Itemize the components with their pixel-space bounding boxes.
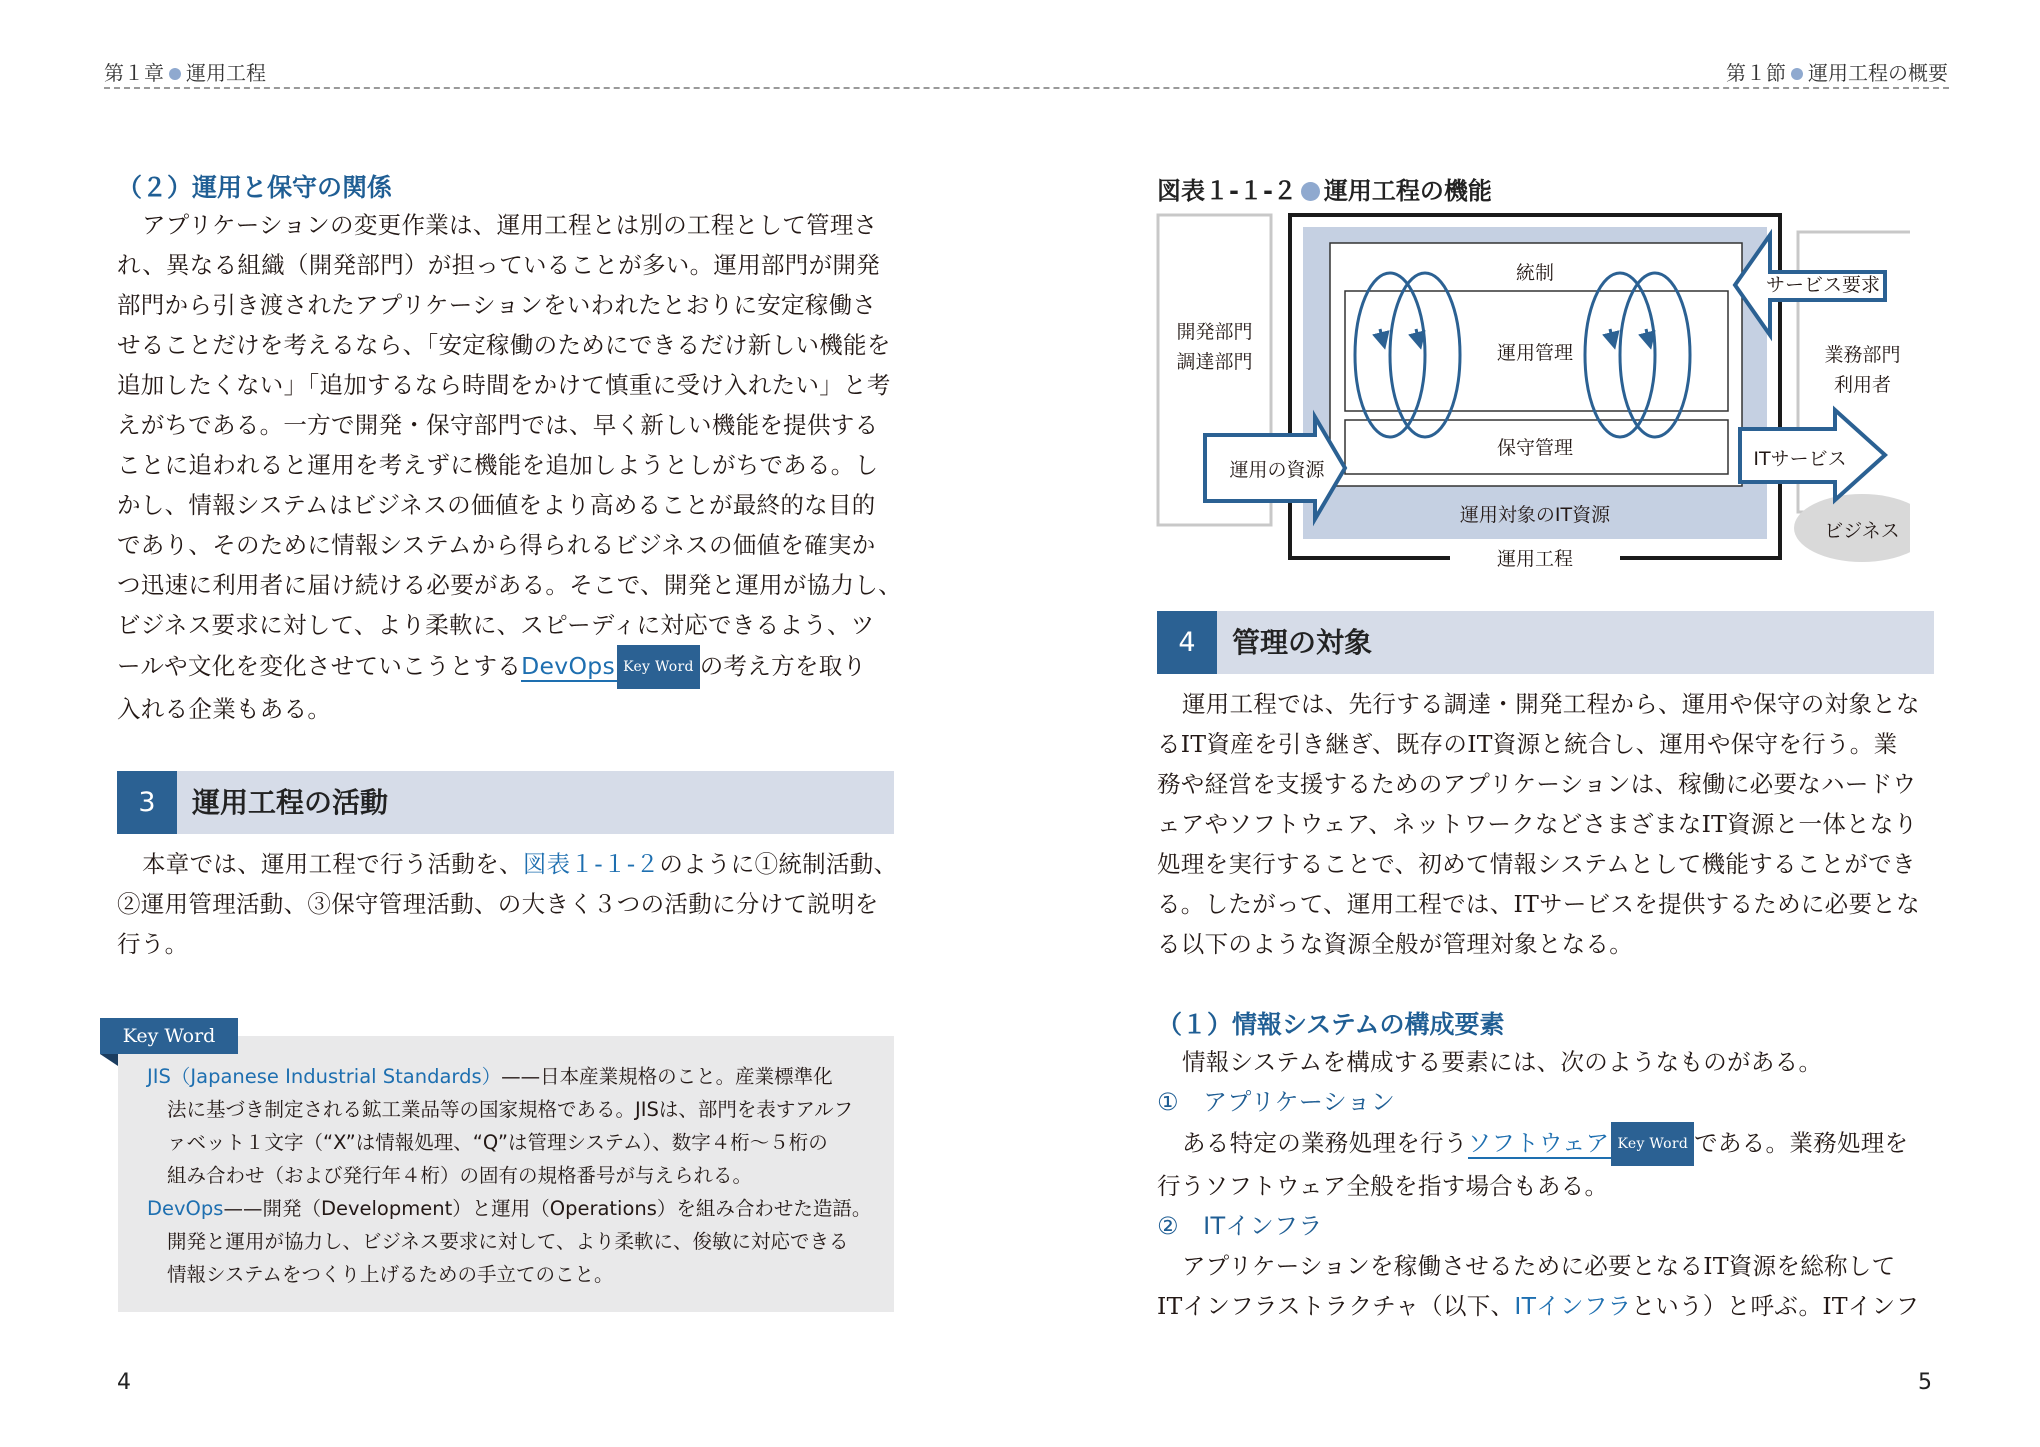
text-line: ことに追われると運用を考えずに機能を追加しようとしがちである。し (117, 451, 879, 479)
keyword-jis-entry: JIS（Japanese Industrial Standards）——日本産業規格のこと。産業標準化 法に基づき制定される鉱工業品等の国家規格である。JISは、部門を表すアルフ ァベット１文字（“X”は情報処理、“Q”は管理システム）、数字４桁～５桁の 組み合わせ（および発行年４桁）の固有の規格番号が与えられる。 (147, 1065, 854, 1187)
left-dept-label: 開発部門 調達部門 (1176, 321, 1253, 373)
text-line: れ、異なる組織（開発部門）が担っていることが多い。運用部門が開発 (117, 251, 881, 279)
text-line: であり、そのために情報システムから得られるビジネスの価値を確実か (117, 531, 876, 559)
text-line: えがちである。一方で開発・保守部門では、早く新しい機能を提供する (117, 411, 879, 439)
running-header-left (104, 57, 266, 86)
software-link[interactable]: ソフトウェア (1467, 1129, 1610, 1157)
right-dept-label: 業務部門 利用者 (1824, 344, 1901, 396)
text-line: 部門から引き渡されたアプリケーションをいわれたとおりに安定稼働さ (117, 291, 877, 319)
running-header-right (1726, 57, 1948, 86)
section-title: 管理の対象 (1232, 626, 1373, 659)
maintenance-mgmt-label: 保守管理 (1496, 437, 1573, 459)
subsection-1-heading: （１）情報システムの構成要素 (1157, 1010, 1505, 1039)
jis-term: JIS（Japanese Industrial Standards） (147, 1065, 502, 1088)
bullet-dot-icon (169, 68, 181, 80)
it-resources-label: 運用対象のIT資源 (1459, 504, 1611, 526)
text-line: ビジネス要求に対して、より柔軟に、スピーディに対応できるよう、ツ (117, 611, 875, 639)
page-number-left: 4 (117, 1370, 131, 1395)
figure-title: 図表１-１-２ 運用工程の機能 (1157, 177, 1492, 205)
chapter-number: 第１章 (104, 61, 164, 85)
devops-term: DevOps (147, 1197, 224, 1220)
text-line: 行うソフトウェア全般を指す場合もある。 (1157, 1172, 1609, 1200)
item-1-heading: ① アプリケーション (1157, 1088, 1396, 1116)
text-line: 情報システムを構成する要素には、次のようなものがある。 (1182, 1048, 1823, 1076)
keyword-label-fold (100, 1054, 118, 1066)
page-number-right: 5 (1918, 1370, 1932, 1395)
governance-label: 統制 (1515, 262, 1554, 284)
text-line: ②運用管理活動、③保守管理活動、の大きく３つの活動に分けて説明を (117, 890, 879, 918)
text-line: ェアやソフトウェア、ネットワークなどさまざまなIT資源と一体となり (1157, 810, 1918, 838)
subsection-2-body (117, 205, 917, 729)
resource-input-label: 運用の資源 (1229, 459, 1325, 481)
it-service-label: ITサービス (1753, 448, 1847, 470)
text-line: ITインフラストラクチャ（以下、ITインフラという）と呼ぶ。ITインフ (1157, 1292, 1920, 1320)
section-4-body (1157, 684, 1957, 964)
operations-mgmt-label: 運用管理 (1496, 342, 1573, 364)
process-label: 運用工程 (1450, 544, 1620, 571)
section-number-badge: 3 (117, 771, 177, 834)
text-line: アプリケーションを稼働させるために必要となるIT資源を総称して (1182, 1252, 1896, 1280)
it-infra-link[interactable]: ITインフラ (1514, 1292, 1632, 1320)
devops-link[interactable]: DevOps (521, 652, 616, 680)
section-number: 第１節 (1726, 61, 1786, 85)
text-line: ある特定の業務処理を行うソフトウェア Key Word である。業務処理を (1157, 1122, 1957, 1166)
header-divider (104, 87, 1949, 89)
business-label: ビジネス (1824, 520, 1900, 542)
text-line: る以下のような資源全般が管理対象となる。 (1157, 930, 1633, 958)
text-line: るIT資産を引き継ぎ、既存のIT資源と統合し、運用や保守を行う。業 (1157, 730, 1898, 758)
text-line: 運用工程では、先行する調達・開発工程から、運用や保守の対象とな (1182, 690, 1920, 718)
section-number-badge: 4 (1157, 611, 1217, 674)
text-line: つ迅速に利用者に届け続ける必要がある。そこで、開発と運用が協力し、 (117, 571, 902, 599)
text-line: 追加したくない」「追加するなら時間をかけて慎重に受け入れたい」と考 (117, 371, 891, 399)
item-2-heading: ② ITインフラ (1157, 1212, 1323, 1240)
keyword-tag: Key Word (1611, 1122, 1694, 1166)
keyword-tag: Key Word (617, 645, 700, 689)
section-title: 運用工程の活動 (192, 786, 389, 819)
subsection-2-heading: （２）運用と保守の関係 (117, 173, 393, 202)
keyword-devops-entry: DevOps——開発（Development）と運用（Operations）を組み合わせた造語。 開発と運用が協力し、ビジネス要求に対して、より柔軟に、俊敏に対応できる 情報システムをつくり上げるための手立てのこと。 (147, 1197, 872, 1286)
text-line: せることだけを考えるなら、「安定稼働のためにできるだけ新しい機能を (117, 331, 891, 359)
text-line: 務や経営を支援するためのアプリケーションは、稼働に必要なハードウ (1157, 770, 1917, 798)
bullet-dot-icon (1301, 182, 1320, 201)
bullet-dot-icon (1791, 68, 1803, 80)
keyword-box-label: Key Word (100, 1018, 238, 1054)
figure-reference-link[interactable]: 図表１-１-２ (522, 850, 660, 878)
text-line: 本章では、運用工程で行う活動を、図表１-１-２のように①統制活動、 (142, 850, 898, 878)
section-title: 運用工程の概要 (1808, 61, 1948, 85)
text-line: 処理を実行することで、初めて情報システムとして機能することができ (1157, 850, 1916, 878)
section-4-heading (1157, 611, 1934, 674)
text-line: かし、情報システムはビジネスの価値をより高めることが最終的な目的 (117, 491, 876, 519)
text-line: アプリケーションの変更作業は、運用工程とは別の工程として管理さ (142, 211, 878, 239)
text-line: 入れる企業もある。 (117, 695, 332, 723)
text-line: ールや文化を変化させていこうとするDevOps Key Word の考え方を取り (117, 645, 917, 689)
subsection-1-body (1157, 1042, 1957, 1326)
service-request-label: サービス要求 (1765, 274, 1880, 296)
section-3-heading (117, 771, 894, 834)
section-3-body (117, 844, 917, 964)
chapter-title: 運用工程 (186, 61, 266, 85)
text-line: る。したがって、運用工程では、ITサービスを提供するために必要とな (1157, 890, 1920, 918)
text-line: 行う。 (117, 930, 189, 958)
